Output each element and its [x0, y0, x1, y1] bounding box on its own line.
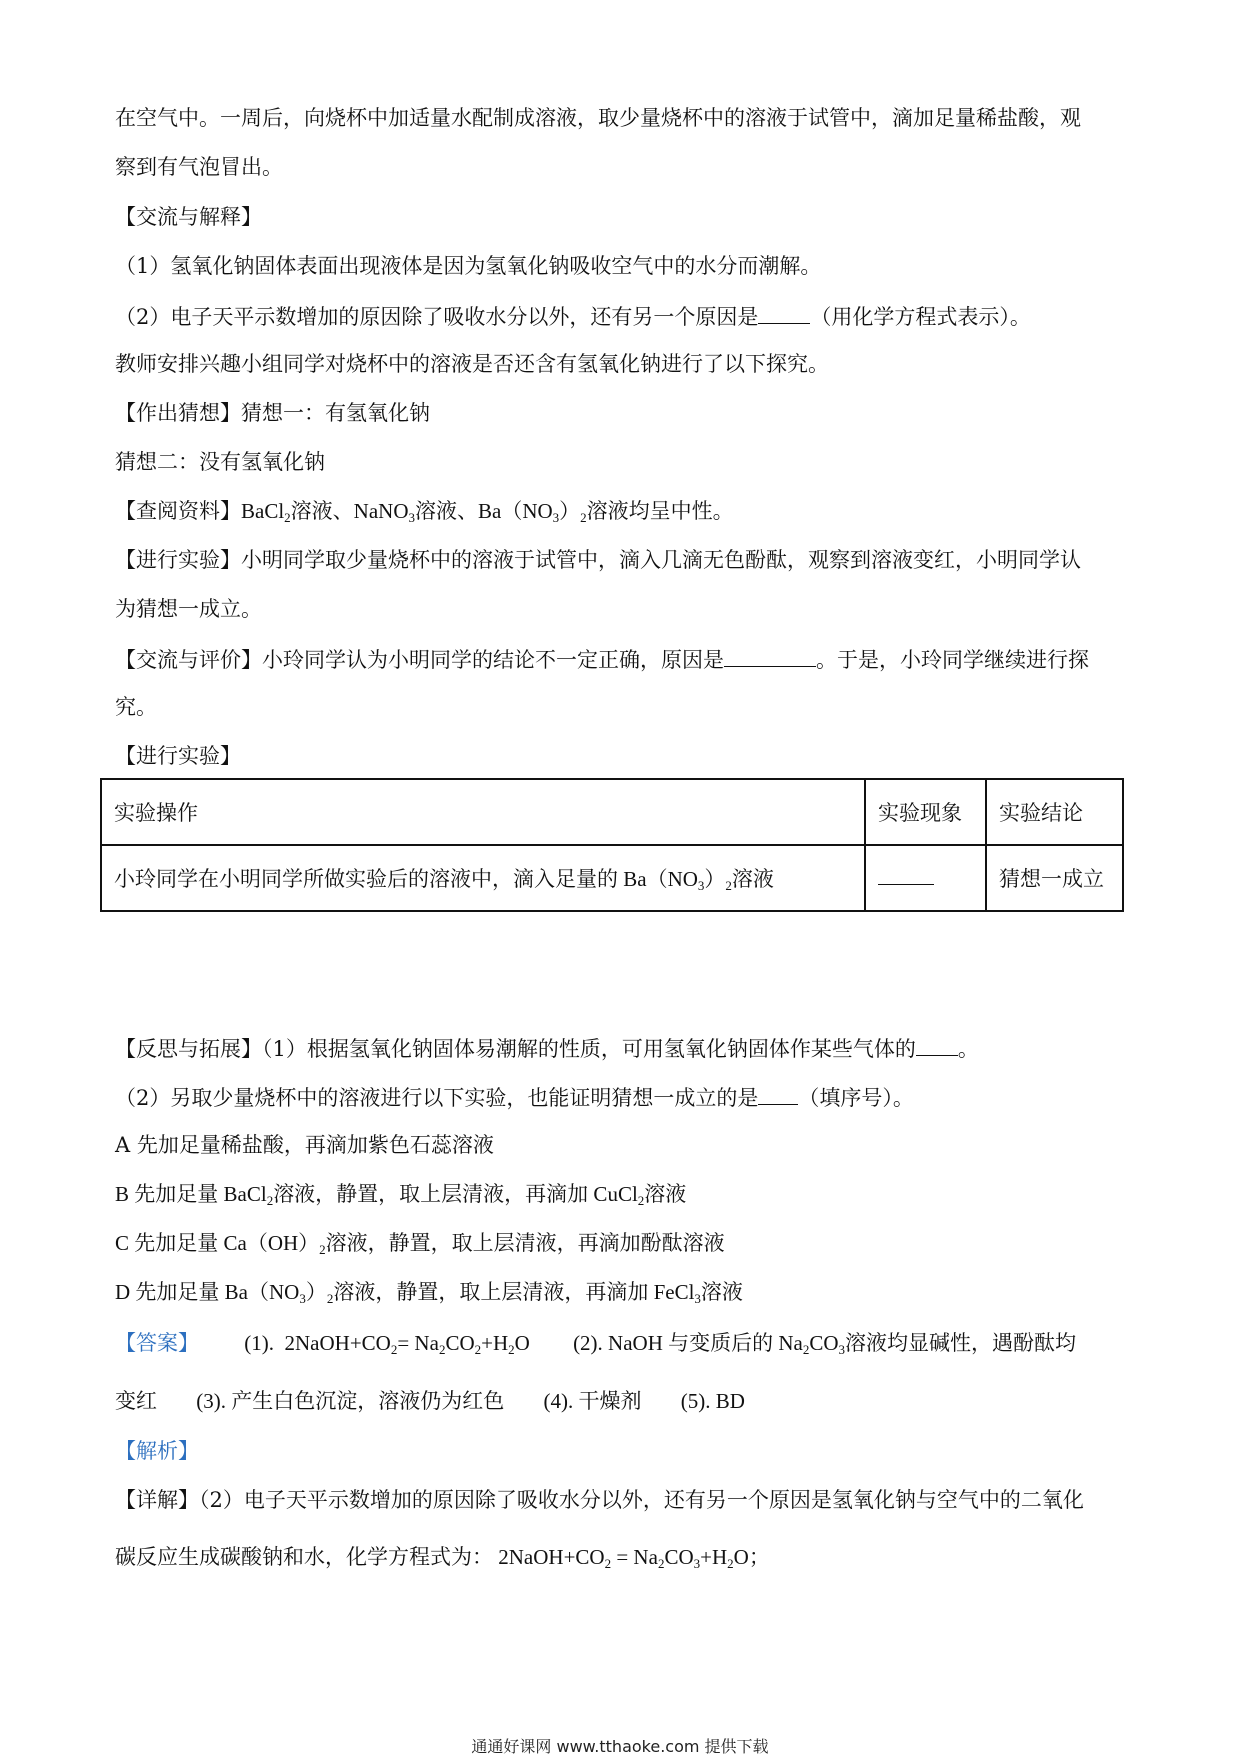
detail-paragraph: 碳反应生成碳酸钠和水，化学方程式为： $2NaOH+CO_2 = Na_2CO_3+H_2O$； [115, 1545, 770, 1571]
question-blank-line: 【反思与拓展】（1）根据氢氧化钠固体易潮解的性质，可用氢氧化钠固体作某些气体的 。 [115, 1037, 979, 1061]
answer-line: 【答案】 (1). $2NaOH+CO_2= Na_2CO_2+H_2O$ (2). NaOH 与变质后的 $Na_2CO_3$溶液均显碱性，遇酚酞均 [115, 1331, 1077, 1357]
operation-cell: 小玲同学在小明同学所做实验后的溶液中，滴入足量的 $Ba(NO_3)_2$溶液 [101, 845, 865, 911]
detail-equation: $2NaOH+CO_2 = Na_2CO_3+H_2O$； [498, 1545, 770, 1571]
conclusion-cell: 猜想一成立 [986, 845, 1123, 911]
table-header-cell: 实验现象 [865, 779, 986, 845]
answer-blank [758, 1086, 798, 1105]
answer-blank [758, 305, 810, 324]
section-heading: 【进行实验】 [115, 744, 241, 768]
answer-blank [878, 866, 934, 885]
hypothesis-2: 猜想二：没有氢氧化钠 [115, 450, 325, 474]
question-blank-line: 【交流与评价】小玲同学认为小明同学的结论不一定正确，原因是 。于是，小玲同学继续进行探 [115, 648, 1089, 672]
option-a: A 先加足量稀盐酸，再滴加紫色石蕊溶液 [115, 1133, 494, 1157]
experiment-table [100, 778, 1124, 912]
reference-info: 【查阅资料】BaCl$_2$溶液、NaNO$_3$溶液、$Ba(NO_3)_2$溶液均呈中性。 [115, 499, 734, 525]
table-header-row [101, 779, 1123, 845]
paragraph: 究。 [115, 695, 157, 719]
analysis-label: 【解析】 [115, 1439, 199, 1463]
question-blank-line: （2）另取少量烧杯中的溶液进行以下实验，也能证明猜想一成立的是 （填序号）。 [115, 1086, 914, 1110]
answer-blank [724, 648, 816, 667]
option-d: D 先加足量 $Ba(NO_3)_2$溶液，静置，取上层清液，再滴加 FeCl$_3$溶液 [115, 1280, 743, 1306]
question-blank-line: （2）电子天平示数增加的原因除了吸收水分以外，还有另一个原因是 （用化学方程式表示）。 [115, 305, 1031, 329]
answer-blank [916, 1037, 958, 1056]
section-heading: 【交流与解释】 [115, 205, 262, 229]
paragraph: 察到有气泡冒出。 [115, 155, 283, 179]
answer-equation: $2NaOH+CO_2= Na_2CO_2+H_2O$ [284, 1331, 530, 1357]
paragraph: 为猜想一成立。 [115, 597, 262, 621]
paragraph: 在空气中。一周后，向烧杯中加适量水配制成溶液，取少量烧杯中的溶液于试管中，滴加足量稀盐酸，观 [115, 106, 1081, 130]
paragraph: 【进行实验】小明同学取少量烧杯中的溶液于试管中，滴入几滴无色酚酞，观察到溶液变红，小明同学认 [115, 548, 1081, 572]
hypothesis-1: 【作出猜想】猜想一：有氢氧化钠 [115, 401, 430, 425]
table-header-cell: 实验操作 [101, 779, 865, 845]
detail-paragraph: 【详解】（2）电子天平示数增加的原因除了吸收水分以外，还有另一个原因是氢氧化钠与空气中的二氧化 [115, 1488, 1084, 1512]
paragraph: 教师安排兴趣小组同学对烧杯中的溶液是否还含有氢氧化钠进行了以下探究。 [115, 352, 829, 376]
phenomenon-cell [865, 845, 986, 911]
page-footer: 通通好课网 www.tthaoke.com 提供下载 [471, 1737, 769, 1756]
table-header-cell: 实验结论 [986, 779, 1123, 845]
answer-label: 【答案】 [115, 1331, 199, 1355]
option-b: B 先加足量 BaCl$_2$溶液，静置，取上层清液，再滴加 CuCl$_2$溶液 [115, 1182, 687, 1208]
answer-line: 变红 (3). 产生白色沉淀，溶液仍为红色 (4). 干燥剂 (5). BD [115, 1389, 745, 1413]
paragraph: （1）氢氧化钠固体表面出现液体是因为氢氧化钠吸收空气中的水分而潮解。 [115, 254, 822, 278]
table-row [101, 845, 1123, 911]
option-c: C 先加足量 $Ca(OH)_2$溶液，静置，取上层清液，再滴加酚酞溶液 [115, 1231, 725, 1257]
